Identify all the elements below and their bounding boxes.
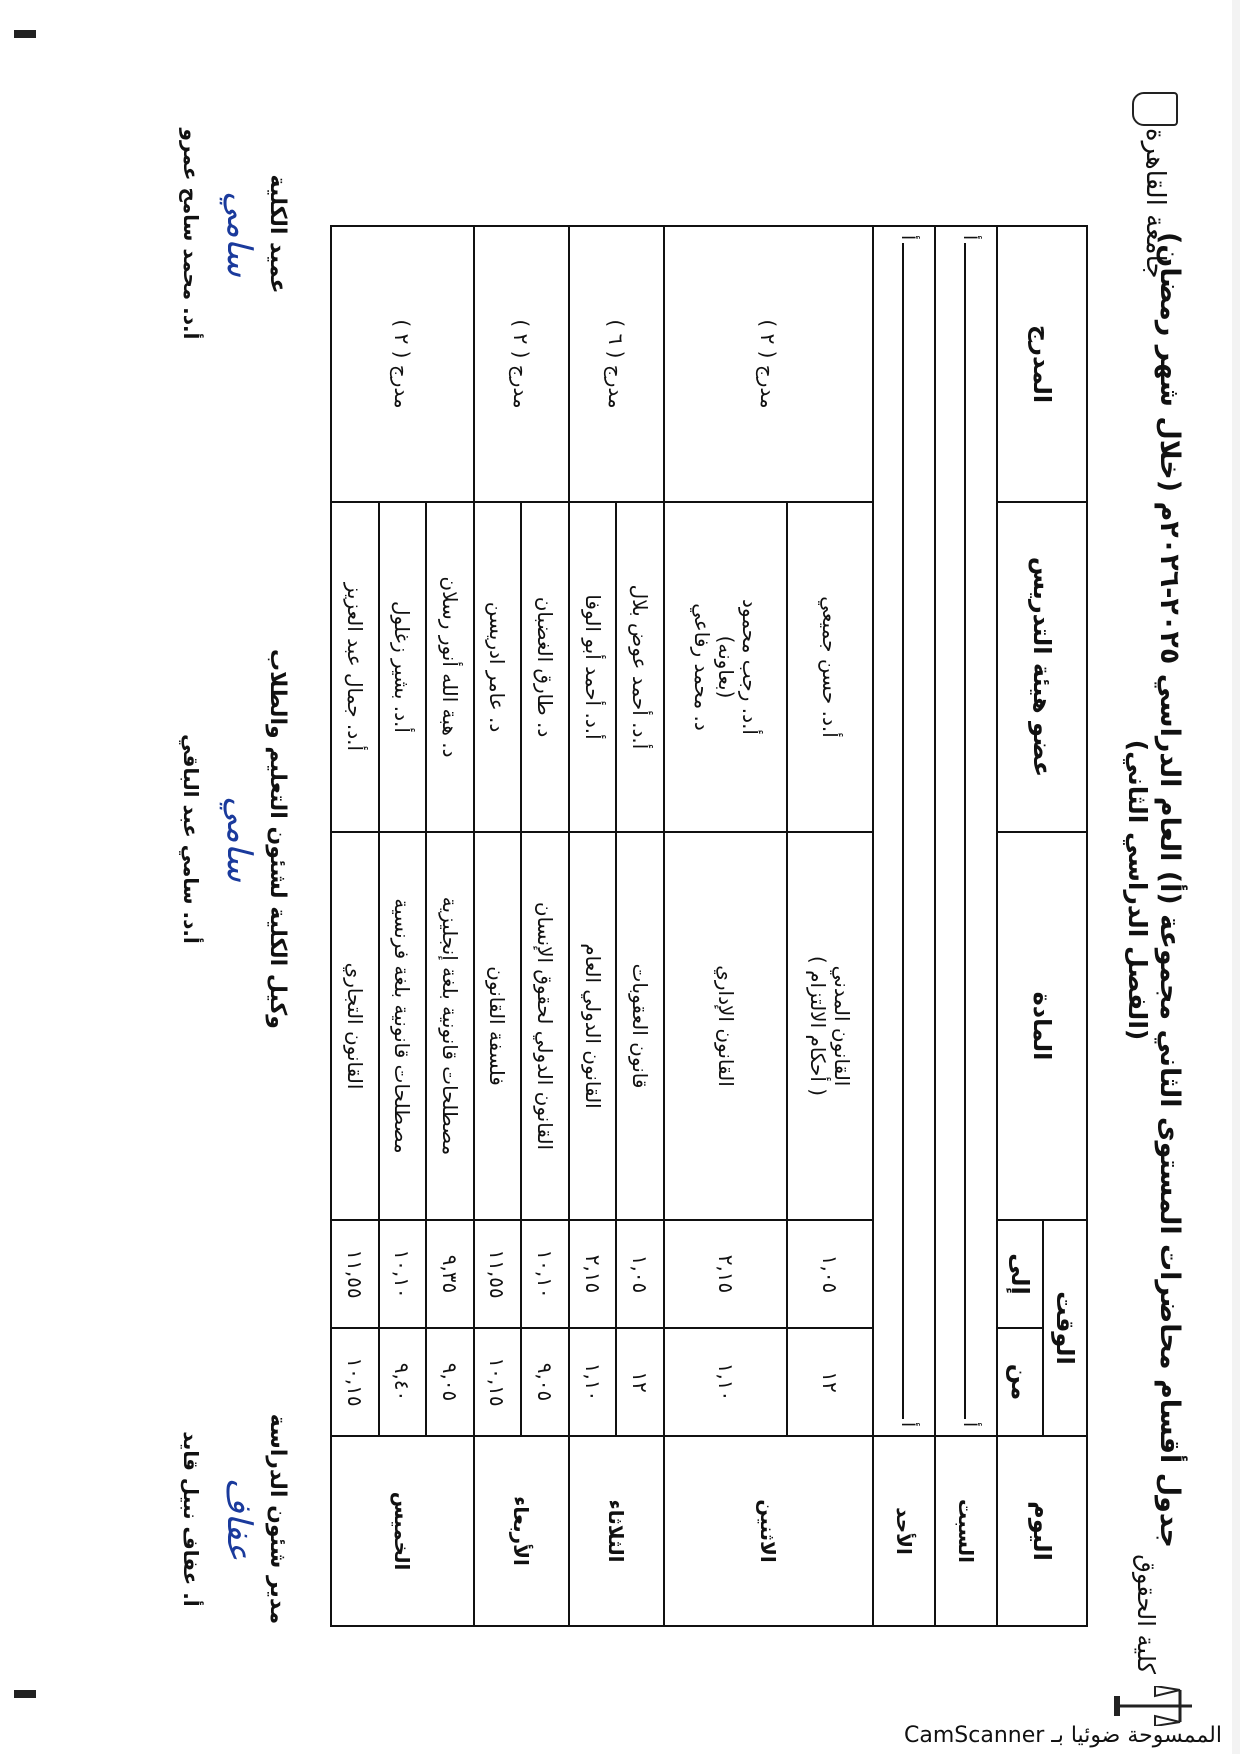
title-line-1: جدول أقسام محاضرات المستوى الثاني مجموعة (أ) العام الدراسي ٢٠٢٥-٢٠٢٦م (خلال شهر رمضان) <box>1154 232 1185 1548</box>
faculty-name: كلية الحقوق <box>1132 1554 1160 1674</box>
signature-role: وكيل الكلية لشئون التعليم والطلاب <box>265 649 290 1029</box>
time-to-cell: ٢,١٥ <box>664 1220 788 1328</box>
empty-day-line <box>902 243 904 1419</box>
day-cell: الأربعاء <box>474 1436 569 1626</box>
title-line-2: (الفصل الدراسي الثاني) <box>1123 739 1152 1041</box>
scan-edge-marks <box>0 0 60 1754</box>
signature-dean <box>179 94 290 374</box>
time-to-cell: ٢,١٥ <box>569 1220 617 1328</box>
signatory-name: أ.د. محمد سامح عمرو <box>179 128 203 340</box>
time-from-cell: ١,١٠ <box>664 1328 788 1436</box>
time-from-cell: ١٠,١٥ <box>474 1328 522 1436</box>
handwritten-signature: سامي <box>219 191 259 277</box>
empty-day-line <box>964 243 966 1419</box>
signature-role: عميد الكلية <box>265 174 290 294</box>
faculty-member-cell: أ.د. أحمد عوض بلال <box>616 502 664 832</box>
table-row <box>935 226 997 1626</box>
header-day: اليوم <box>997 1436 1087 1626</box>
signature-vice-dean <box>179 624 290 1054</box>
faculty-member-cell: د. هبة الله أنور رسلان <box>426 502 474 832</box>
time-from-cell: ١٢ <box>787 1328 873 1436</box>
subject-cell: مصطلحات قانونية بلغة إنجليزية <box>426 832 474 1220</box>
subject-cell: القانون الدولي لحقوق الإنسان <box>521 832 569 1220</box>
time-from-cell: ٩,٤٠ <box>379 1328 427 1436</box>
day-cell: الأحد <box>873 1436 935 1626</box>
line-mark: أ <box>897 235 918 241</box>
day-cell: الاثنين <box>664 1436 873 1626</box>
header-to: إلى <box>997 1220 1043 1328</box>
faculty-member-cell: أ.د. جمال عبد العزيز <box>331 502 379 832</box>
hall-cell: مدرج ( ٢ ) <box>664 226 873 502</box>
table-row <box>873 226 935 1626</box>
faculty-member-cell: أ.د. رجب محمود (بعاونه) د. محمد رفاعي <box>664 502 788 832</box>
header-from: من <box>997 1328 1043 1436</box>
table-row <box>616 226 664 1626</box>
hall-cell: مدرج ( ٦ ) <box>569 226 664 502</box>
subject-cell: قانون العقوبات <box>616 832 664 1220</box>
time-to-cell: ١٠,١٠ <box>379 1220 427 1328</box>
table-row <box>787 226 873 1626</box>
faculty-member-cell: د. طارق الغضبان <box>521 502 569 832</box>
subject-cell: القانون المدني ( أحكام الالتزام ) <box>787 832 873 1220</box>
university-name: جامعة القاهرة <box>1140 128 1170 279</box>
signatory-name: أ.د. سامي عبد الباقي <box>179 734 203 944</box>
signature-studies-manager <box>179 1354 290 1684</box>
day-cell: السبت <box>935 1436 997 1626</box>
signature-role: مدير شئون الدراسة <box>265 1413 290 1625</box>
time-from-cell: ٩,٠٥ <box>426 1328 474 1436</box>
faculty-member-cell: أ.د. بشير زغلول <box>379 502 427 832</box>
schedule-body <box>331 226 997 1626</box>
subject-cell: القانون الإداري <box>664 832 788 1220</box>
handwritten-signature: سامي <box>219 796 259 882</box>
faculty-member-cell: أ.د. أحمد أبو الوفا <box>569 502 617 832</box>
day-cell: الخميس <box>331 1436 474 1626</box>
time-from-cell: ١,١٠ <box>569 1328 617 1436</box>
table-row <box>521 226 569 1626</box>
camscanner-watermark: الممسوحة ضوئيا بـ CamScanner <box>904 1723 1222 1748</box>
header-faculty-member: عضو هيئة التدريس <box>997 502 1087 832</box>
line-mark: أ <box>959 235 980 241</box>
hall-cell: مدرج ( ٢ ) <box>331 226 474 502</box>
subject-cell: مصطلحات قانونية بلغة فرنسية <box>379 832 427 1220</box>
line-mark: أ <box>959 1421 980 1427</box>
table-row <box>426 226 474 1626</box>
time-from-cell: ١٢ <box>616 1328 664 1436</box>
subject-cell: القانون الدولي العام <box>569 832 617 1220</box>
scales-of-justice-icon <box>1110 1686 1200 1726</box>
hall-cell: مدرج ( ٢ ) <box>474 226 569 502</box>
day-cell: الثلاثاء <box>569 1436 664 1626</box>
time-to-cell: ١,٠٥ <box>616 1220 664 1328</box>
header-subject: المادة <box>997 832 1087 1220</box>
faculty-member-cell: أ.د. حسن جميعي <box>787 502 873 832</box>
header-time: الوقت <box>1043 1220 1087 1436</box>
time-to-cell: ٩,٣٥ <box>426 1220 474 1328</box>
document-title <box>1123 220 1185 1560</box>
time-to-cell: ١١,٥٥ <box>331 1220 379 1328</box>
line-mark: أ <box>897 1421 918 1427</box>
signatory-name: أ. عفاف نبيل قايد <box>179 1431 203 1607</box>
no-lectures-cell <box>935 226 997 1436</box>
faculty-member-cell: د. عامر ادريسن <box>474 502 522 832</box>
university-emblem <box>1132 92 1178 126</box>
time-to-cell: ١,٠٥ <box>787 1220 873 1328</box>
no-lectures-cell <box>873 226 935 1436</box>
handwritten-signature: عفاف <box>219 1477 259 1561</box>
subject-cell: القانون التجاري <box>331 832 379 1220</box>
time-to-cell: ١٠,١٠ <box>521 1220 569 1328</box>
time-to-cell: ١١,٥٥ <box>474 1220 522 1328</box>
time-from-cell: ١٠,١٥ <box>331 1328 379 1436</box>
subject-cell: فلسفة القانون <box>474 832 522 1220</box>
schedule-table <box>330 225 1088 1627</box>
time-from-cell: ٩,٠٥ <box>521 1328 569 1436</box>
scan-edge <box>1232 0 1240 1754</box>
header-hall: المدرج <box>997 226 1087 502</box>
